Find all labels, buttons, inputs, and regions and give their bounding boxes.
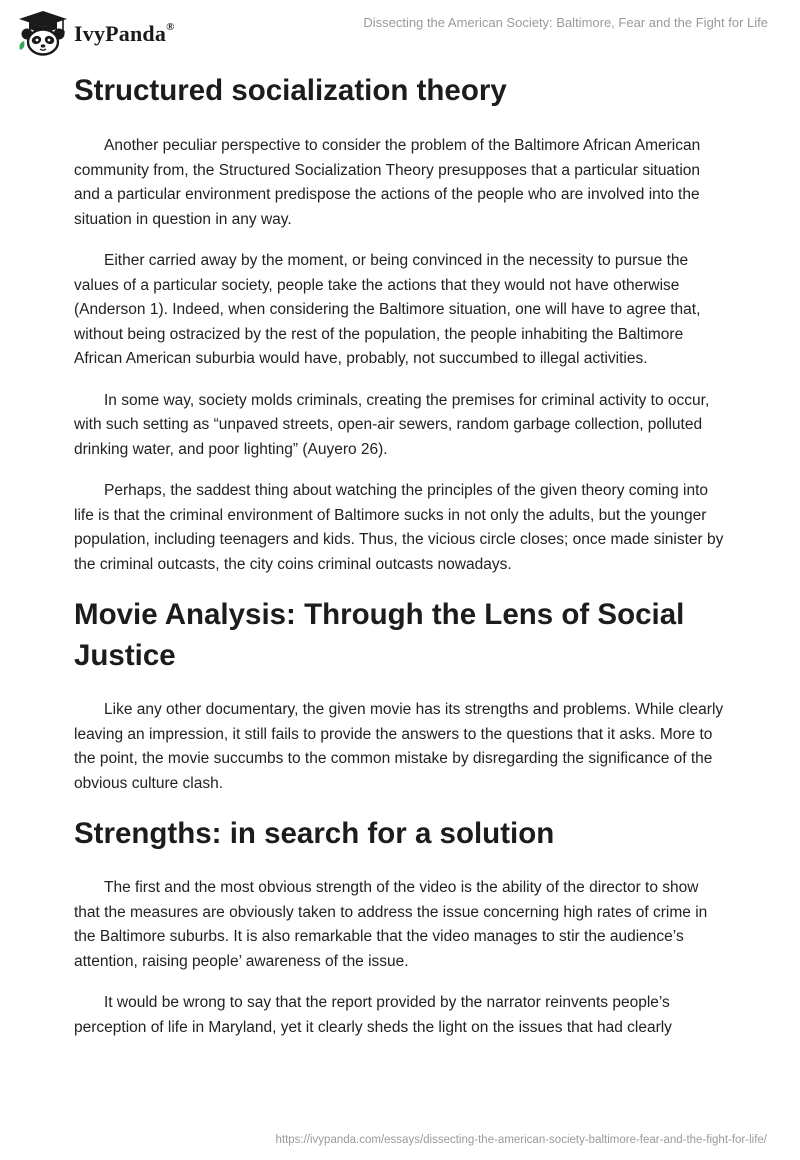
brand-name: IvyPanda® bbox=[74, 20, 175, 46]
paragraph: In some way, society molds criminals, creating the premises for criminal activity to occur, with such setting as “unpaved streets, open-air sewers, random garbage collection, polluted drinking water, and poor lighting” (Auyero 26). bbox=[74, 391, 710, 458]
paragraph: Either carried away by the moment, or being convinced in the necessity to pursue the values of a particular society, people take the actions that they would not have otherwise (Anderson 1). Indeed, when considering the Baltimore situation, one will have to agree that, without being ostracized by the rest of the population, the people inhabiting the Baltimore African American suburbia would have, probably, not succumbed to illegal activities. bbox=[74, 252, 701, 367]
document-title: Dissecting the American Society: Baltimore, Fear and the Fight for Life bbox=[363, 15, 768, 30]
source-url[interactable]: https://ivypanda.com/essays/dissecting-the-american-society-baltimore-fear-and-the-fight-for-life/ bbox=[275, 1134, 767, 1146]
page-header bbox=[0, 0, 800, 60]
section-heading: Movie Analysis: Through the Lens of Social Justice bbox=[74, 598, 685, 672]
article-content bbox=[74, 70, 728, 1040]
paragraph: Like any other documentary, the given movie has its strengths and problems. While clearly leaving an impression, it still fails to provide the answers to the questions that it asks. More to the point, the movie succumbs to the common mistake by disregarding the significance of the obvious culture clash. bbox=[74, 701, 724, 792]
section-heading: Strengths: in search for a solution bbox=[74, 817, 555, 850]
section-heading: Structured socialization theory bbox=[74, 74, 507, 107]
paragraph: It would be wrong to say that the report provided by the narrator reinvents people’s perception of life in Maryland, yet it clearly sheds the light on the issues that had clearly bbox=[74, 994, 672, 1036]
paragraph: Perhaps, the saddest thing about watching the principles of the given theory coming into life is that the criminal environment of Baltimore sucks in not only the adults, but the younger population, including teenagers and kids. Thus, the vicious circle closes; once made sinister by the criminal outcasts, the city coins criminal outcasts nowadays. bbox=[74, 482, 724, 573]
panda-graduate-icon bbox=[14, 10, 72, 56]
paragraph: The first and the most obvious strength of the video is the ability of the director to show that the measures are obviously taken to address the issue concerning high rates of crime in the Baltimore suburbs. It is also remarkable that the video manages to stir the audience’s attention, raising people’ awareness of the issue. bbox=[74, 879, 708, 970]
paragraph: Another peculiar perspective to consider the problem of the Baltimore African American community from, the Structured Socialization Theory presupposes that a particular situation and a particular environment predispose the actions of the people who are involved into the situation in question in any way. bbox=[74, 137, 701, 228]
ivypanda-logo[interactable] bbox=[14, 10, 175, 56]
